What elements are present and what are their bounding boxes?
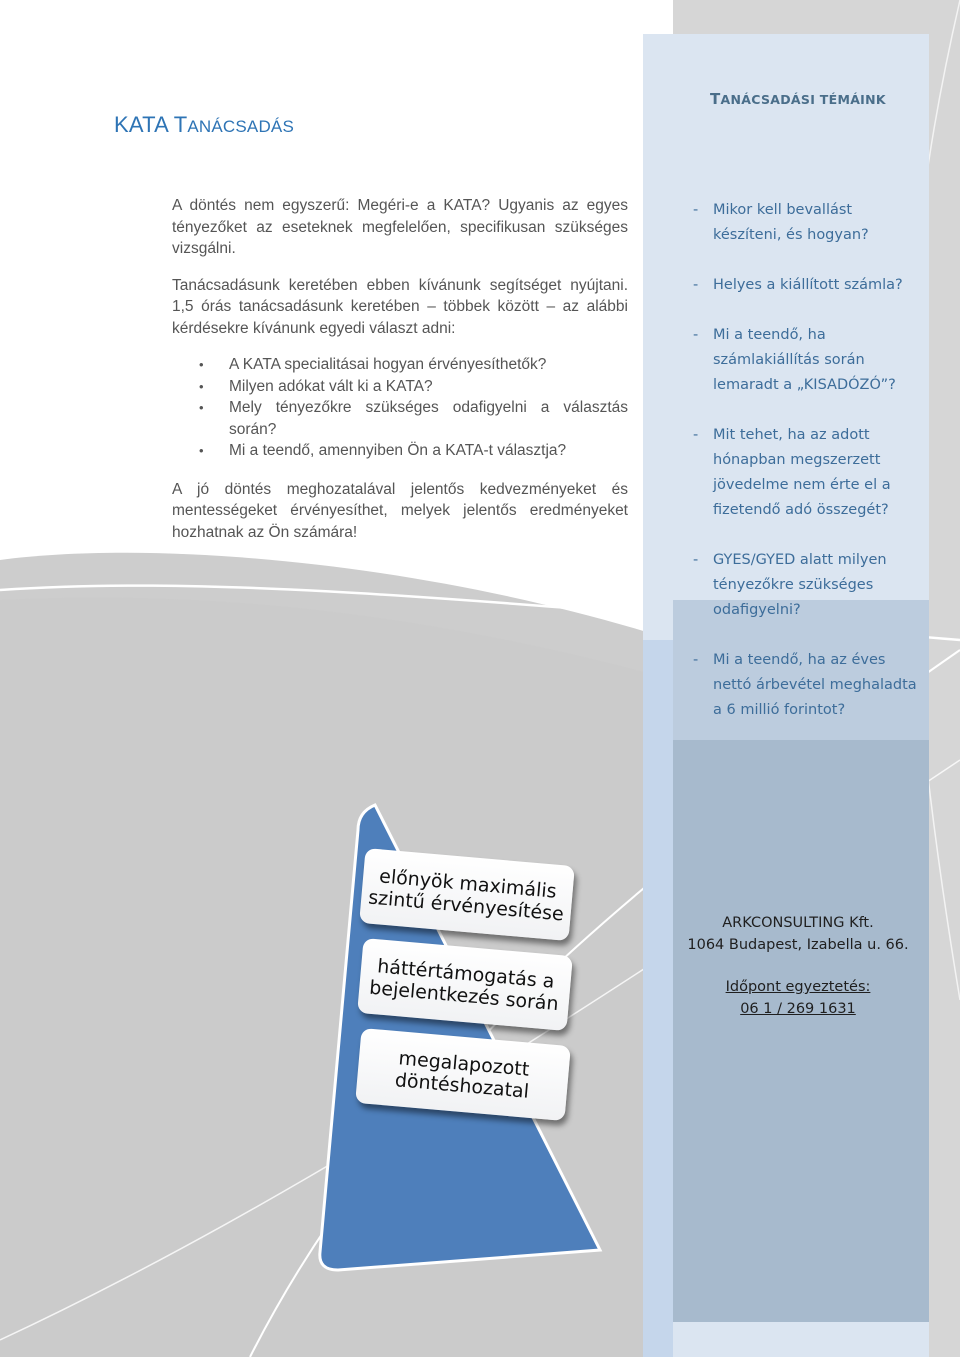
pyramid-level-top: előnyök maximális szintű érvényesítése bbox=[359, 848, 575, 941]
contact-block bbox=[673, 912, 923, 1020]
intro-paragraph: A döntés nem egyszerű: Megéri-e a KATA? Ugyanis az egyes tényezőket az eseteknek megfelelően, specifikusan szükséges vizsgálni. bbox=[172, 197, 628, 257]
topic-item: - Mit tehet, ha az adott hónapban megszerzett jövedelme nem érte el a fizetendő adó összegét? bbox=[693, 427, 891, 518]
page-title: KATA TANÁCSADÁS bbox=[114, 112, 295, 137]
topic-item: - Mi a teendő, ha számlakiállítás során lemaradt a „KISADÓZÓ”? bbox=[693, 327, 896, 393]
pyramid-level-bottom: megalapozott döntéshozatal bbox=[355, 1028, 571, 1121]
company-name: ARKCONSULTING Kft. bbox=[722, 915, 874, 931]
company-address: 1064 Budapest, Izabella u. 66. bbox=[687, 937, 909, 953]
appointment-label: Időpont egyeztetés: bbox=[725, 979, 871, 995]
topic-item: - Helyes a kiállított számla? bbox=[693, 277, 903, 293]
main-text-block bbox=[172, 195, 628, 543]
topic-item: - Mikor kell bevallást készíteni, és hogyan? bbox=[693, 202, 869, 243]
question-list bbox=[172, 354, 628, 462]
offer-paragraph: Tanácsadásunk keretében ebben kívánunk segítséget nyújtani. 1,5 órás tanácsadásunk keretében – többek között – az alábbi kérdésekre kívánunk egyedi választ adni: bbox=[172, 276, 628, 337]
list-item: • Mely tényezőkre szükséges odafigyelni a választás során? bbox=[229, 397, 628, 440]
list-item: • A KATA specialitásai hogyan érvényesíthetők? bbox=[229, 354, 628, 376]
pyramid-level-middle: háttértámogatás a bejelentkezés során bbox=[357, 938, 573, 1031]
sidebar-heading: TANÁCSADÁSI TÉMÁINK bbox=[710, 90, 886, 108]
phone-number: 06 1 / 269 1631 bbox=[740, 1001, 856, 1017]
list-item: • Mi a teendő, amennyiben Ön a KATA-t választja? bbox=[229, 440, 628, 462]
topic-list bbox=[693, 198, 923, 748]
list-item: • Milyen adókat vált ki a KATA? bbox=[229, 376, 628, 398]
topic-item: - Mi a teendő, ha az éves nettó árbevétel meghaladta a 6 millió forintot? bbox=[693, 652, 917, 718]
closing-paragraph: A jó döntés meghozatalával jelentős kedvezményeket és mentességeket érvényesíthet, melyek jelentős eredményeket hozhatnak az Ön számára! bbox=[172, 480, 628, 541]
topic-item: - GYES/GYED alatt milyen tényezőkre szükséges odafigyelni? bbox=[693, 552, 887, 618]
